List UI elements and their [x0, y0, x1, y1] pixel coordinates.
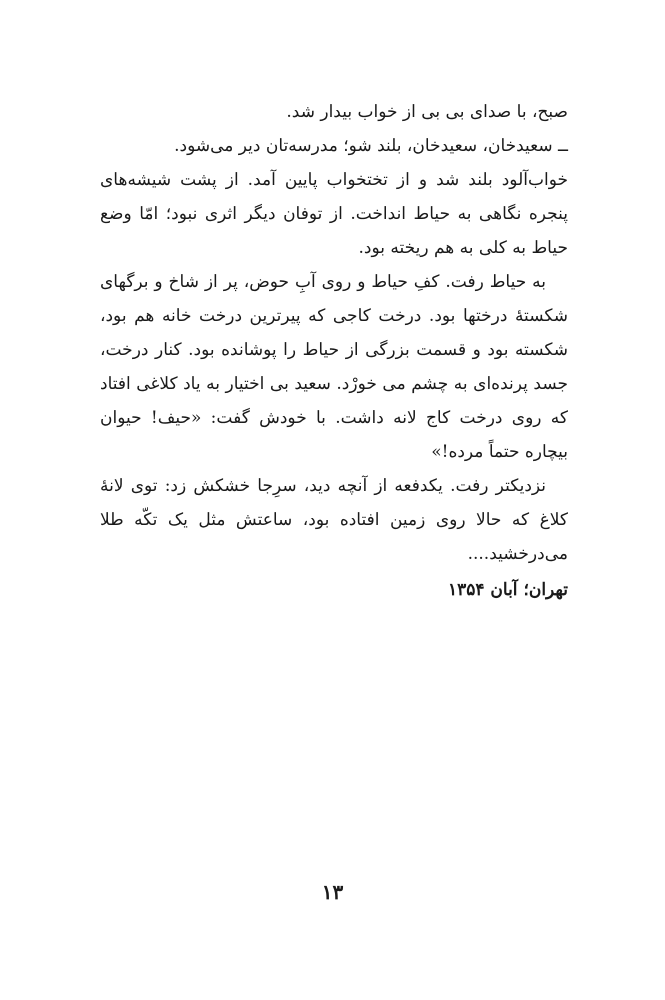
paragraph-wake-up: خواب‌آلود بلند شد و از تختخواب پایین آمد. از پشت شیشه‌های پنجره نگاهی به حیاط انداخت. از توفان دیگر اثری نبود؛ امّا وضع حیاط به کلی به هم ریخته بود.	[100, 170, 568, 258]
page-number: ۱۳	[321, 880, 344, 904]
paragraph-nest: نزدیکتر رفت. یکدفعه از آنچه دید، سرِجا خشکش زد: توی لانهٔ کلاغ که حالا روی زمین افتاده بود، ساعتش مثل یک تکّه طلا می‌درخشید....	[100, 476, 568, 564]
paragraph-yard: به حیاط رفت. کفِ حیاط و روی آبِ حوض، پر از شاخ و برگهای شکستهٔ درختها بود. درخت کاجی که پیرترین درخت خانه هم بود، شکسته بود و قسمت بزرگی از حیاط را پوشانده بود. کنار درخت، جسد پرنده‌ای به چشم می خورْد. سعید بی اختیار به یاد کلاغی افتاد که روی درخت کاج لانه داشت. با خودش گفت: «حیف! حیوان بیچاره حتماً مرده!»	[100, 272, 568, 462]
story-text	[100, 95, 568, 607]
paragraph-dialogue: ــ سعیدخان، سعیدخان، بلند شو؛ مدرسه‌تان دیر می‌شود.	[174, 136, 568, 156]
paragraph-opening: صبح، با صدای بی بی از خواب بیدار شد.	[286, 102, 568, 122]
place-date-signature: تهران؛ آبان ۱۳۵۴	[447, 580, 568, 600]
